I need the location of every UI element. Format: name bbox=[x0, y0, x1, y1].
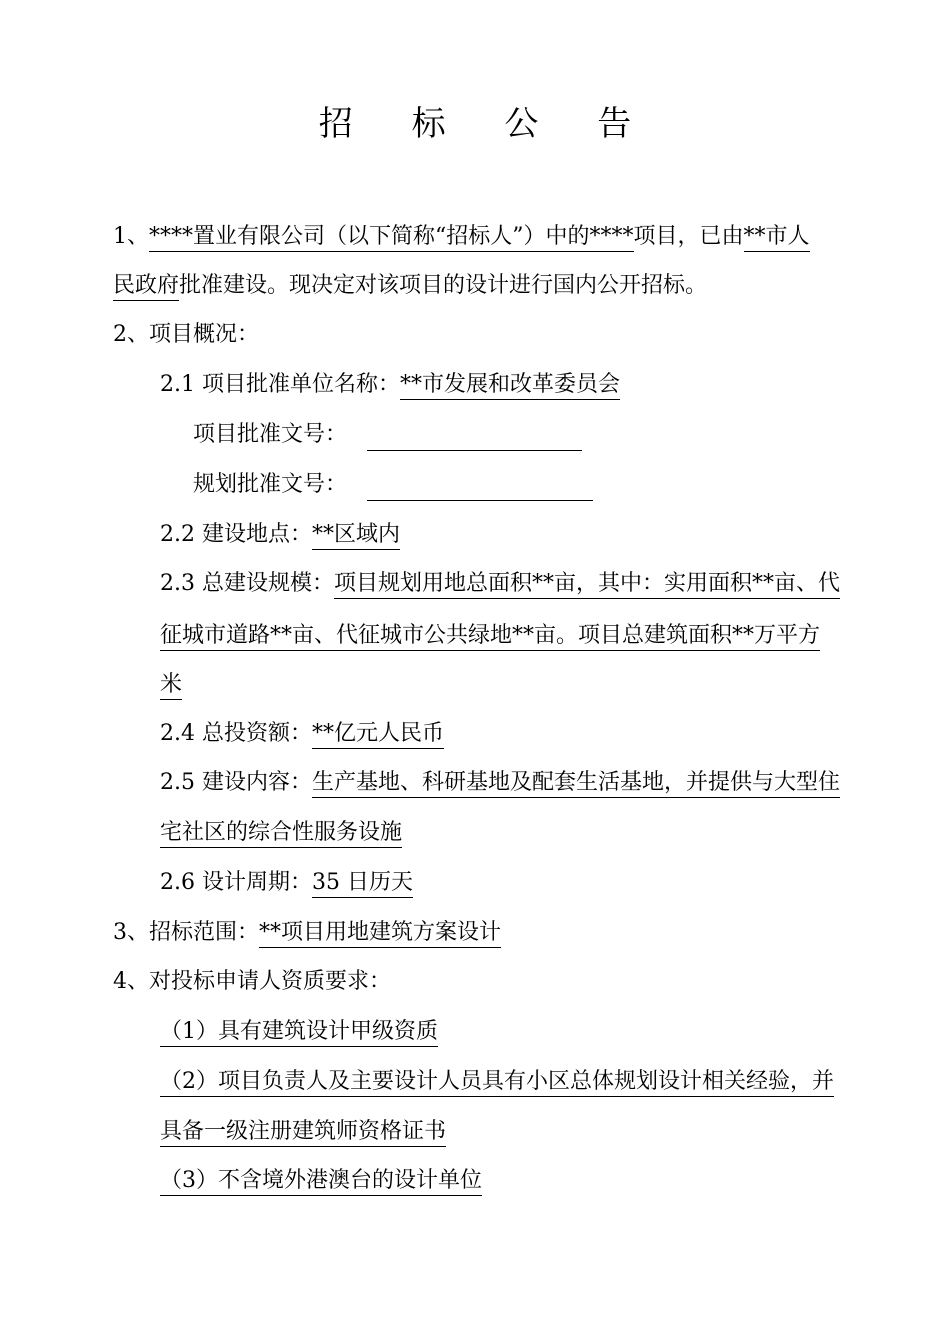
item-2-4 bbox=[160, 718, 444, 750]
item-2-1-label: 2.1 项目批准单位名称： bbox=[160, 372, 400, 397]
project-name: **** bbox=[590, 224, 634, 252]
item-2-3-value-3: 米 bbox=[160, 672, 182, 700]
requirement-2-text-2: 具备一级注册建筑师资格证书 bbox=[160, 1119, 446, 1147]
item-2-6-value: 35 日历天 bbox=[312, 870, 413, 898]
section-1-rest: 批准建设。现决定对该项目的设计进行国内公开招标。 bbox=[179, 273, 708, 298]
tenderer-org: ****置业有限公司（以下简称“招标人”）中的 bbox=[149, 224, 590, 252]
item-2-5-line-1 bbox=[160, 767, 840, 799]
requirement-2-text-1: （2）项目负责人及主要设计人员具有小区总体规划设计相关经验，并 bbox=[160, 1069, 834, 1097]
item-2-2-label: 2.2 建设地点： bbox=[160, 522, 312, 547]
approval-doc-row bbox=[193, 419, 582, 451]
page-title: 招 标 公 告 bbox=[318, 104, 656, 144]
item-2-3-value-2: 征城市道路**亩、代征城市公共绿地**亩。项目总建筑面积**万平方 bbox=[160, 623, 820, 651]
requirement-2-line-2 bbox=[160, 1116, 446, 1148]
approver-part-2: 民政府 bbox=[113, 273, 179, 301]
section-4-heading: 4、对投标申请人资质要求： bbox=[113, 969, 391, 994]
item-2-5-value-1: 生产基地、科研基地及配套生活基地，并提供与大型住 bbox=[312, 770, 840, 798]
section-2-heading: 2、项目概况： bbox=[113, 322, 259, 347]
item-2-2 bbox=[160, 519, 400, 551]
approver-part-1: **市人 bbox=[744, 224, 810, 252]
section-3 bbox=[113, 917, 501, 949]
requirement-1 bbox=[160, 1016, 438, 1048]
section-1-line-2 bbox=[113, 270, 707, 302]
approval-doc-blank bbox=[367, 428, 582, 451]
requirement-3-text: （3）不含境外港澳台的设计单位 bbox=[160, 1168, 482, 1196]
planning-doc-label: 规划批准文号： bbox=[193, 472, 348, 497]
section-1-line-1 bbox=[113, 221, 810, 253]
section-3-label: 3、招标范围： bbox=[113, 920, 259, 945]
planning-doc-row bbox=[193, 469, 593, 501]
section-1-number: 1、 bbox=[113, 224, 149, 249]
item-2-5-label: 2.5 建设内容： bbox=[160, 770, 312, 795]
planning-doc-blank bbox=[367, 478, 593, 501]
item-2-3-line-2 bbox=[160, 620, 820, 652]
item-2-4-value: **亿元人民币 bbox=[312, 721, 444, 749]
approval-doc-label: 项目批准文号： bbox=[193, 422, 348, 447]
item-2-3-line-1 bbox=[160, 568, 840, 600]
item-2-5-value-2: 宅社区的综合性服务设施 bbox=[160, 820, 402, 848]
item-2-6 bbox=[160, 867, 413, 899]
item-2-4-label: 2.4 总投资额： bbox=[160, 721, 312, 746]
item-2-2-value: **区域内 bbox=[312, 522, 400, 550]
item-2-5-line-2 bbox=[160, 817, 402, 849]
requirement-1-text: （1）具有建筑设计甲级资质 bbox=[160, 1019, 438, 1047]
item-2-3-label: 2.3 总建设规模： bbox=[160, 571, 334, 596]
section-1-connector: 项目，已由 bbox=[633, 224, 744, 249]
section-3-value: **项目用地建筑方案设计 bbox=[259, 920, 501, 948]
item-2-6-label: 2.6 设计周期： bbox=[160, 870, 312, 895]
item-2-3-value-1: 项目规划用地总面积**亩，其中：实用面积**亩、代 bbox=[334, 571, 840, 599]
item-2-3-line-3 bbox=[160, 669, 182, 701]
item-2-1 bbox=[160, 369, 620, 401]
requirement-3 bbox=[160, 1165, 482, 1197]
requirement-2-line-1 bbox=[160, 1066, 834, 1098]
item-2-1-value: **市发展和改革委员会 bbox=[400, 372, 620, 400]
